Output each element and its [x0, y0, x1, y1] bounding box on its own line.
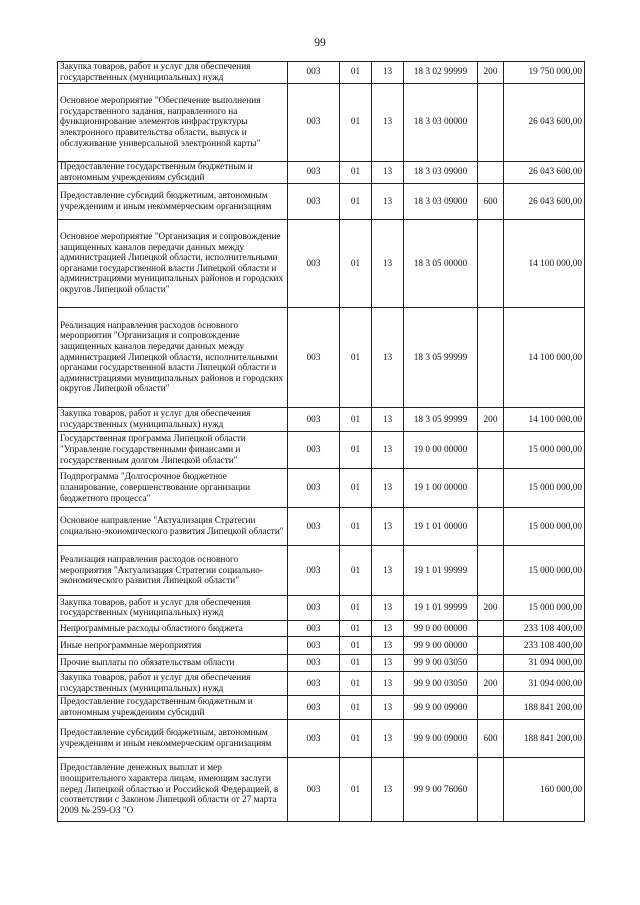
expense-type-cell: 200 — [478, 672, 504, 696]
expense-name-cell: Предоставление субсидий бюджетным, автономным учреждениям и иным некоммерческим организациям — [58, 184, 288, 220]
expense-name-cell: Закупка товаров, работ и услуг для обеспечения государственных (муниципальных) нужд — [58, 672, 288, 696]
expense-type-cell — [478, 696, 504, 720]
section-code-cell: 01 — [340, 220, 372, 308]
section-code-cell: 01 — [340, 62, 372, 84]
table-row — [58, 655, 585, 672]
amount-cell: 15 000 000,00 — [504, 508, 585, 546]
expense-name-cell: Реализация направления расходов основного мероприятия "Организация и сопровождение защищенных каналов передачи данных между администрацией Липецкой области, исполнительными органами государственной власти Липецкой области и администрациями муниципальных районов и городских округов Липецкой области" — [58, 308, 288, 408]
subsection-code-cell: 13 — [372, 432, 404, 469]
table-row — [58, 408, 585, 432]
expense-name-cell: Основное мероприятие "Обеспечение выполнения государственного задания, направленного на функционирование элементов инфраструктуры электронного правительства области, выпуск и обслуживание универсальной электронной карты" — [58, 84, 288, 162]
expense-name-cell: Предоставление денежных выплат и мер поощрительного характера лицам, имеющим заслуги перед Липецкой областью и Российской Федерацией, в соответствии с Законом Липецкой области от 27 марта 2009 № 259-ОЗ "О — [58, 758, 288, 822]
ministry-code-cell: 003 — [288, 84, 340, 162]
expense-name-cell: Государственная программа Липецкой области "Управление государственными финансами и государственным долгом Липецкой области" — [58, 432, 288, 469]
amount-cell: 26 043 600,00 — [504, 184, 585, 220]
section-code-cell: 01 — [340, 546, 372, 596]
target-article-cell: 19 1 01 99999 — [404, 596, 478, 621]
subsection-code-cell: 13 — [372, 758, 404, 822]
subsection-code-cell: 13 — [372, 637, 404, 655]
expense-name-cell: Предоставление государственным бюджетным и автономным учреждениям субсидий — [58, 696, 288, 720]
ministry-code-cell: 003 — [288, 696, 340, 720]
ministry-code-cell: 003 — [288, 220, 340, 308]
expense-type-cell: 200 — [478, 408, 504, 432]
target-article-cell: 18 3 05 99999 — [404, 408, 478, 432]
section-code-cell: 01 — [340, 758, 372, 822]
section-code-cell: 01 — [340, 596, 372, 621]
section-code-cell: 01 — [340, 408, 372, 432]
expense-name-cell: Прочие выплаты по обязательствам области — [58, 655, 288, 672]
target-article-cell: 18 3 03 00000 — [404, 84, 478, 162]
section-code-cell: 01 — [340, 655, 372, 672]
ministry-code-cell: 003 — [288, 184, 340, 220]
expense-type-cell — [478, 758, 504, 822]
table-row — [58, 546, 585, 596]
amount-cell: 188 841 200,00 — [504, 696, 585, 720]
table-row — [58, 672, 585, 696]
subsection-code-cell: 13 — [372, 696, 404, 720]
subsection-code-cell: 13 — [372, 162, 404, 184]
amount-cell: 14 100 000,00 — [504, 308, 585, 408]
target-article-cell: 99 9 00 03050 — [404, 672, 478, 696]
amount-cell: 188 841 200,00 — [504, 720, 585, 758]
expense-name-cell: Иные непрограммные мероприятия — [58, 637, 288, 655]
expense-name-cell: Закупка товаров, работ и услуг для обеспечения государственных (муниципальных) нужд — [58, 408, 288, 432]
table-row — [58, 469, 585, 508]
table-row — [58, 720, 585, 758]
subsection-code-cell: 13 — [372, 84, 404, 162]
target-article-cell: 99 9 00 09000 — [404, 696, 478, 720]
expense-type-cell — [478, 655, 504, 672]
subsection-code-cell: 13 — [372, 62, 404, 84]
target-article-cell: 18 3 03 09000 — [404, 184, 478, 220]
amount-cell: 15 000 000,00 — [504, 596, 585, 621]
expense-type-cell — [478, 621, 504, 637]
table-row — [58, 162, 585, 184]
expense-name-cell: Закупка товаров, работ и услуг для обеспечения государственных (муниципальных) нужд — [58, 62, 288, 84]
table-row — [58, 432, 585, 469]
table-row — [58, 184, 585, 220]
amount-cell: 15 000 000,00 — [504, 546, 585, 596]
expense-type-cell — [478, 432, 504, 469]
ministry-code-cell: 003 — [288, 162, 340, 184]
ministry-code-cell: 003 — [288, 508, 340, 546]
subsection-code-cell: 13 — [372, 621, 404, 637]
subsection-code-cell: 13 — [372, 655, 404, 672]
expense-type-cell — [478, 220, 504, 308]
section-code-cell: 01 — [340, 84, 372, 162]
amount-cell: 15 000 000,00 — [504, 469, 585, 508]
ministry-code-cell: 003 — [288, 720, 340, 758]
target-article-cell: 19 1 01 00000 — [404, 508, 478, 546]
subsection-code-cell: 13 — [372, 508, 404, 546]
subsection-code-cell: 13 — [372, 596, 404, 621]
amount-cell: 26 043 600,00 — [504, 84, 585, 162]
expense-type-cell — [478, 546, 504, 596]
section-code-cell: 01 — [340, 508, 372, 546]
target-article-cell: 19 1 01 99999 — [404, 546, 478, 596]
budget-table — [57, 61, 585, 822]
target-article-cell: 99 9 00 76060 — [404, 758, 478, 822]
section-code-cell: 01 — [340, 184, 372, 220]
target-article-cell: 18 3 02 99999 — [404, 62, 478, 84]
target-article-cell: 18 3 03 09000 — [404, 162, 478, 184]
expense-type-cell — [478, 84, 504, 162]
amount-cell: 26 043 600,00 — [504, 162, 585, 184]
expense-name-cell: Предоставление субсидий бюджетным, автономным учреждениям и иным некоммерческим организациям — [58, 720, 288, 758]
page-number: 99 — [314, 37, 326, 49]
table-row — [58, 62, 585, 84]
amount-cell: 14 100 000,00 — [504, 408, 585, 432]
target-article-cell: 99 9 00 03050 — [404, 655, 478, 672]
section-code-cell: 01 — [340, 696, 372, 720]
budget-table-body — [58, 62, 585, 822]
expense-name-cell: Предоставление государственным бюджетным и автономным учреждениям субсидий — [58, 162, 288, 184]
subsection-code-cell: 13 — [372, 672, 404, 696]
expense-name-cell: Реализация направления расходов основного мероприятия "Актуализация Стратегии социально-экономического развития Липецкой области" — [58, 546, 288, 596]
expense-type-cell — [478, 162, 504, 184]
expense-type-cell: 600 — [478, 720, 504, 758]
ministry-code-cell: 003 — [288, 62, 340, 84]
table-row — [58, 758, 585, 822]
amount-cell: 160 000,00 — [504, 758, 585, 822]
ministry-code-cell: 003 — [288, 546, 340, 596]
ministry-code-cell: 003 — [288, 655, 340, 672]
expense-type-cell — [478, 308, 504, 408]
target-article-cell: 99 9 00 09000 — [404, 720, 478, 758]
ministry-code-cell: 003 — [288, 596, 340, 621]
expense-type-cell: 200 — [478, 62, 504, 84]
expense-type-cell — [478, 508, 504, 546]
ministry-code-cell: 003 — [288, 308, 340, 408]
table-row — [58, 508, 585, 546]
expense-name-cell: Основное мероприятие "Организация и сопровождение защищенных каналов передачи данных между администрацией Липецкой области, исполнительными органами государственной власти Липецкой области и администрациями муниципальных районов и городских округов Липецкой области" — [58, 220, 288, 308]
table-row — [58, 696, 585, 720]
amount-cell: 15 000 000,00 — [504, 432, 585, 469]
expense-type-cell — [478, 469, 504, 508]
subsection-code-cell: 13 — [372, 408, 404, 432]
table-row — [58, 621, 585, 637]
subsection-code-cell: 13 — [372, 720, 404, 758]
section-code-cell: 01 — [340, 637, 372, 655]
amount-cell: 14 100 000,00 — [504, 220, 585, 308]
ministry-code-cell: 003 — [288, 672, 340, 696]
table-row — [58, 84, 585, 162]
expense-type-cell: 600 — [478, 184, 504, 220]
amount-cell: 31 094 000,00 — [504, 655, 585, 672]
ministry-code-cell: 003 — [288, 469, 340, 508]
table-row — [58, 220, 585, 308]
ministry-code-cell: 003 — [288, 637, 340, 655]
target-article-cell: 99 0 00 00000 — [404, 621, 478, 637]
section-code-cell: 01 — [340, 720, 372, 758]
subsection-code-cell: 13 — [372, 546, 404, 596]
ministry-code-cell: 003 — [288, 621, 340, 637]
subsection-code-cell: 13 — [372, 308, 404, 408]
amount-cell: 233 108 400,00 — [504, 637, 585, 655]
section-code-cell: 01 — [340, 672, 372, 696]
subsection-code-cell: 13 — [372, 184, 404, 220]
table-row — [58, 308, 585, 408]
subsection-code-cell: 13 — [372, 220, 404, 308]
section-code-cell: 01 — [340, 469, 372, 508]
expense-name-cell: Непрограммные расходы областного бюджета — [58, 621, 288, 637]
ministry-code-cell: 003 — [288, 408, 340, 432]
section-code-cell: 01 — [340, 432, 372, 469]
amount-cell: 31 094 000,00 — [504, 672, 585, 696]
table-row — [58, 637, 585, 655]
amount-cell: 19 750 000,00 — [504, 62, 585, 84]
target-article-cell: 19 1 00 00000 — [404, 469, 478, 508]
expense-type-cell: 200 — [478, 596, 504, 621]
expense-type-cell — [478, 637, 504, 655]
target-article-cell: 99 9 00 00000 — [404, 637, 478, 655]
subsection-code-cell: 13 — [372, 469, 404, 508]
section-code-cell: 01 — [340, 621, 372, 637]
target-article-cell: 18 3 05 00000 — [404, 220, 478, 308]
target-article-cell: 19 0 00 00000 — [404, 432, 478, 469]
expense-name-cell: Основное направление "Актуализация Стратегии социально-экономического развития Липецкой области" — [58, 508, 288, 546]
ministry-code-cell: 003 — [288, 758, 340, 822]
section-code-cell: 01 — [340, 162, 372, 184]
table-row — [58, 596, 585, 621]
target-article-cell: 18 3 05 99999 — [404, 308, 478, 408]
ministry-code-cell: 003 — [288, 432, 340, 469]
section-code-cell: 01 — [340, 308, 372, 408]
amount-cell: 233 108 400,00 — [504, 621, 585, 637]
expense-name-cell: Подпрограмма "Долгосрочное бюджетное планирование, совершенствование организации бюджетного процесса" — [58, 469, 288, 508]
expense-name-cell: Закупка товаров, работ и услуг для обеспечения государственных (муниципальных) нужд — [58, 596, 288, 621]
